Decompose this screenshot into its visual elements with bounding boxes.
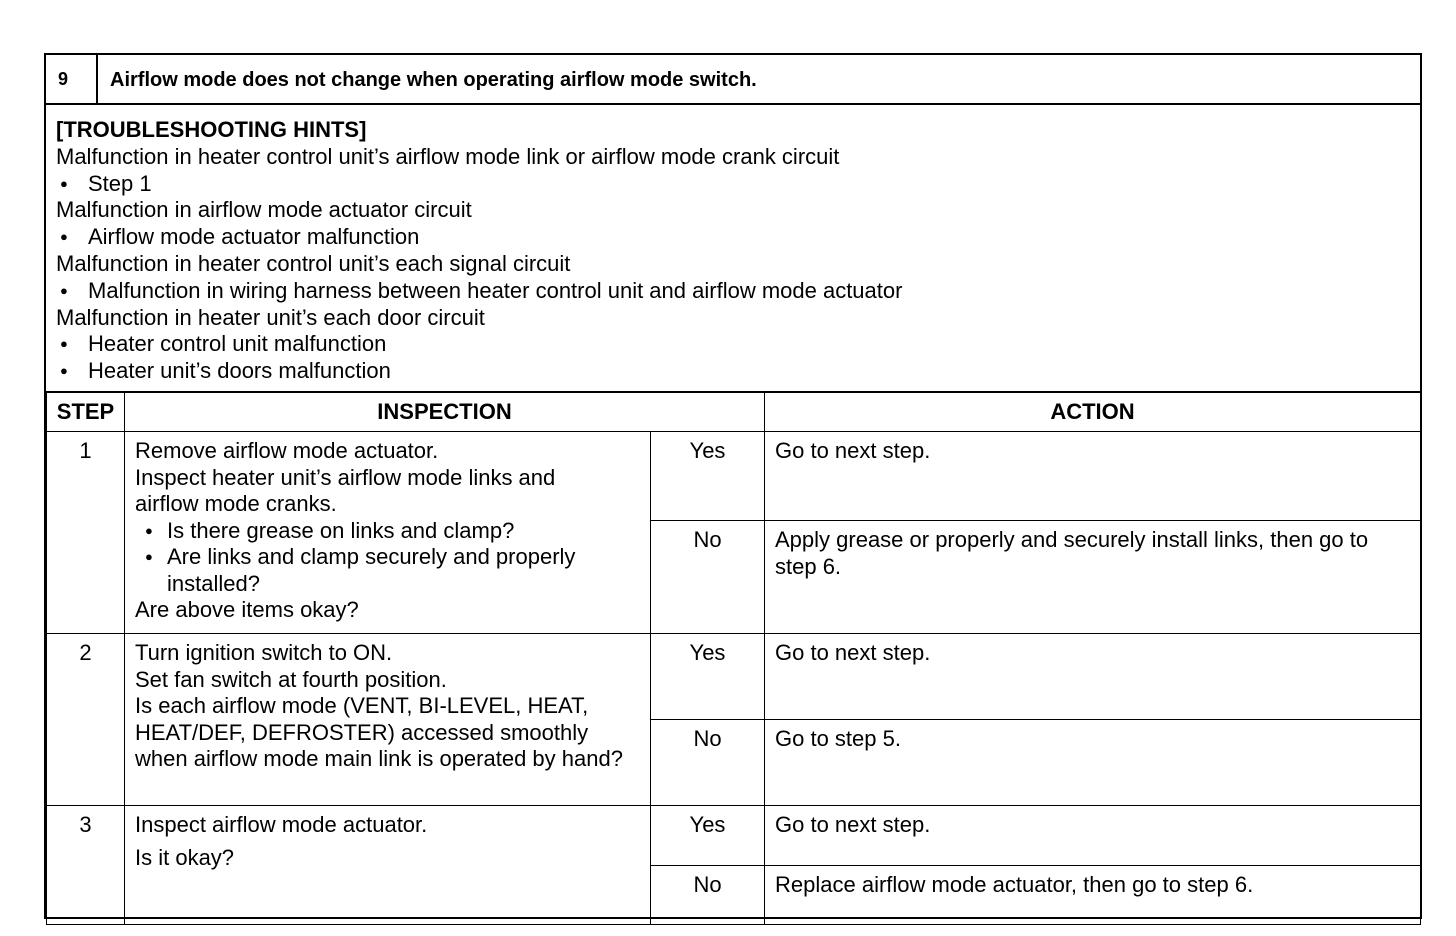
- yes-label: Yes: [651, 432, 765, 521]
- hint-bullet: ● Step 1: [56, 171, 902, 198]
- step-number: 3: [47, 806, 125, 925]
- table-row: [47, 432, 1421, 521]
- inspection-question: Are above items okay?: [135, 597, 359, 622]
- header-step: STEP: [47, 392, 125, 432]
- step-number: 2: [47, 634, 125, 806]
- inspection-line: Set fan switch at fourth position.: [135, 666, 447, 692]
- hint-bullet: ● Malfunction in wiring harness between heater control unit and airflow mode actuator: [56, 278, 902, 305]
- hint-bullet: ● Airflow mode actuator malfunction: [56, 224, 902, 251]
- hints-heading: [TROUBLESHOOTING HINTS]: [56, 117, 367, 142]
- inspection-bullet: ● Is there grease on links and clamp?: [135, 518, 642, 545]
- yes-label: Yes: [651, 634, 765, 720]
- no-label: No: [651, 521, 765, 634]
- step-number: 1: [47, 432, 125, 634]
- hint-line: Malfunction in heater control unit’s airflow mode link or airflow mode crank circuit: [56, 143, 840, 169]
- hint-bullet: ● Heater control unit malfunction: [56, 331, 902, 358]
- troubleshooting-frame: [44, 53, 1422, 919]
- yes-action: Go to next step.: [765, 634, 1421, 720]
- inspection-bullet: ● Are links and clamp securely and properly installed?: [135, 544, 642, 597]
- inspection-line: Inspect heater unit’s airflow mode links and: [135, 464, 556, 490]
- yes-label: Yes: [651, 806, 765, 866]
- procedure-title: Airflow mode does not change when operating airflow mode switch.: [110, 69, 757, 91]
- no-action: Go to step 5.: [765, 720, 1421, 806]
- yes-action: Go to next step.: [765, 806, 1421, 866]
- no-action: Replace airflow mode actuator, then go to step 6.: [765, 866, 1421, 925]
- no-label: No: [651, 720, 765, 806]
- procedure-number: 9: [46, 55, 98, 103]
- yes-action: Go to next step.: [765, 432, 1421, 521]
- inspection-question: Is it okay?: [135, 844, 235, 870]
- no-label: No: [651, 866, 765, 925]
- header-action: ACTION: [765, 392, 1421, 432]
- inspection-table: [46, 391, 1421, 925]
- inspection-line: airflow mode cranks.: [135, 491, 337, 516]
- hint-line: Malfunction in heater unit’s each door circuit: [56, 304, 485, 330]
- inspection-cell: [125, 806, 651, 925]
- troubleshooting-hints: [56, 117, 902, 385]
- inspection-cell: [125, 432, 651, 634]
- inspection-line: Turn ignition switch to ON.: [135, 640, 393, 665]
- header-inspection: INSPECTION: [125, 392, 765, 432]
- no-action: Apply grease or properly and securely install links, then go to step 6.: [765, 521, 1421, 634]
- inspection-line: Inspect airflow mode actuator.: [135, 812, 428, 837]
- hint-bullet: ● Heater unit’s doors malfunction: [56, 358, 902, 385]
- hint-line: Malfunction in airflow mode actuator circuit: [56, 197, 472, 223]
- title-bar: [46, 55, 1420, 105]
- table-header-row: [47, 392, 1421, 432]
- inspection-line: Remove airflow mode actuator.: [135, 438, 439, 463]
- hint-line: Malfunction in heater control unit’s each signal circuit: [56, 250, 571, 276]
- inspection-line: Is each airflow mode (VENT, BI-LEVEL, HEAT, HEAT/DEF, DEFROSTER) accessed smoothly when airflow mode main link is operated by hand?: [135, 693, 623, 771]
- table-row: [47, 806, 1421, 866]
- inspection-cell: [125, 634, 651, 806]
- table-row: [47, 634, 1421, 720]
